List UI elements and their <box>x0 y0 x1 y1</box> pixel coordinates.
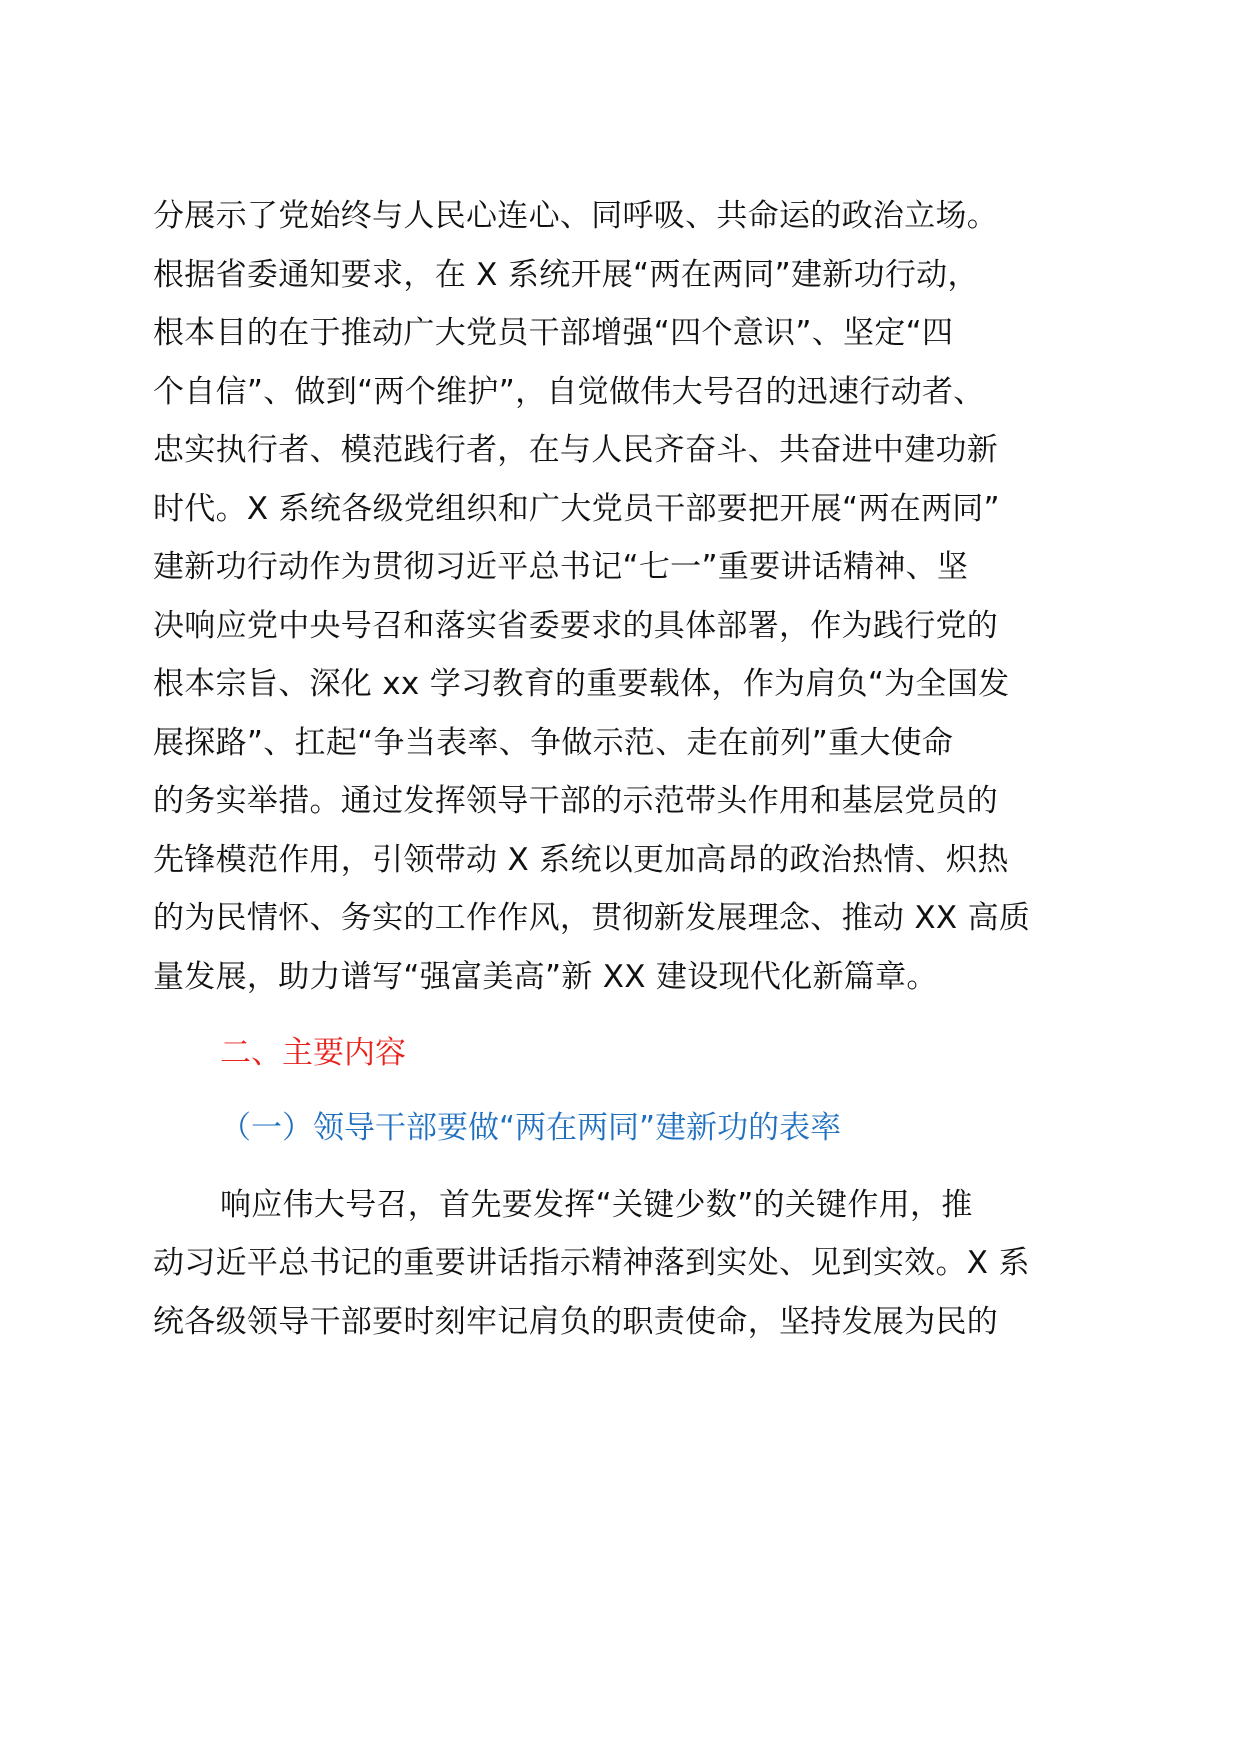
paragraph-line: 根本目的在于推动广大党员干部增强“四个意识”、坚定“四 <box>153 315 954 351</box>
paragraph-line: 分展示了党始终与人民心连心、同呼吸、共命运的政治立场。 <box>153 198 999 234</box>
section-heading: 二、主要内容 <box>220 1035 406 1071</box>
paragraph-line: 忠实执行者、模范践行者，在与人民齐奋斗、共奋进中建功新 <box>153 432 999 468</box>
paragraph-line: 个自信”、做到“两个维护”，自觉做伟大号召的迅速行动者、 <box>153 374 985 410</box>
paragraph-line: 先锋模范作用，引领带动 X 系统以更加高昂的政治热情、炽热 <box>153 842 1009 878</box>
paragraph-line: 根据省委通知要求，在 X 系统开展“两在两同”建新功行动， <box>153 257 979 293</box>
paragraph-line: 决响应党中央号召和落实省委要求的具体部署，作为践行党的 <box>153 608 999 644</box>
paragraph-line: 建新功行动作为贯彻习近平总书记“七一”重要讲话精神、坚 <box>153 549 969 585</box>
paragraph-line: 根本宗旨、深化 xx 学习教育的重要载体，作为肩负“为全国发 <box>153 666 1010 702</box>
subsection-heading: （一）领导干部要做“两在两同”建新功的表率 <box>220 1110 842 1146</box>
paragraph-line: 时代。X 系统各级党组织和广大党员干部要把开展“两在两同” <box>153 491 1000 527</box>
paragraph-line: 动习近平总书记的重要讲话指示精神落到实处、见到实效。X 系 <box>153 1245 1030 1281</box>
paragraph-line: 的务实举措。通过发挥领导干部的示范带头作用和基层党员的 <box>153 783 999 819</box>
paragraph-line: 量发展，助力谱写“强富美高”新 XX 建设现代化新篇章。 <box>153 959 938 995</box>
paragraph-line: 展探路”、扛起“争当表率、争做示范、走在前列”重大使命 <box>153 725 954 761</box>
paragraph-line: 统各级领导干部要时刻牢记肩负的职责使命，坚持发展为民的 <box>153 1304 999 1340</box>
paragraph-line: 响应伟大号召，首先要发挥“关键少数”的关键作用，推 <box>220 1187 973 1223</box>
paragraph-line: 的为民情怀、务实的工作作风，贯彻新发展理念、推动 XX 高质 <box>153 900 1031 936</box>
